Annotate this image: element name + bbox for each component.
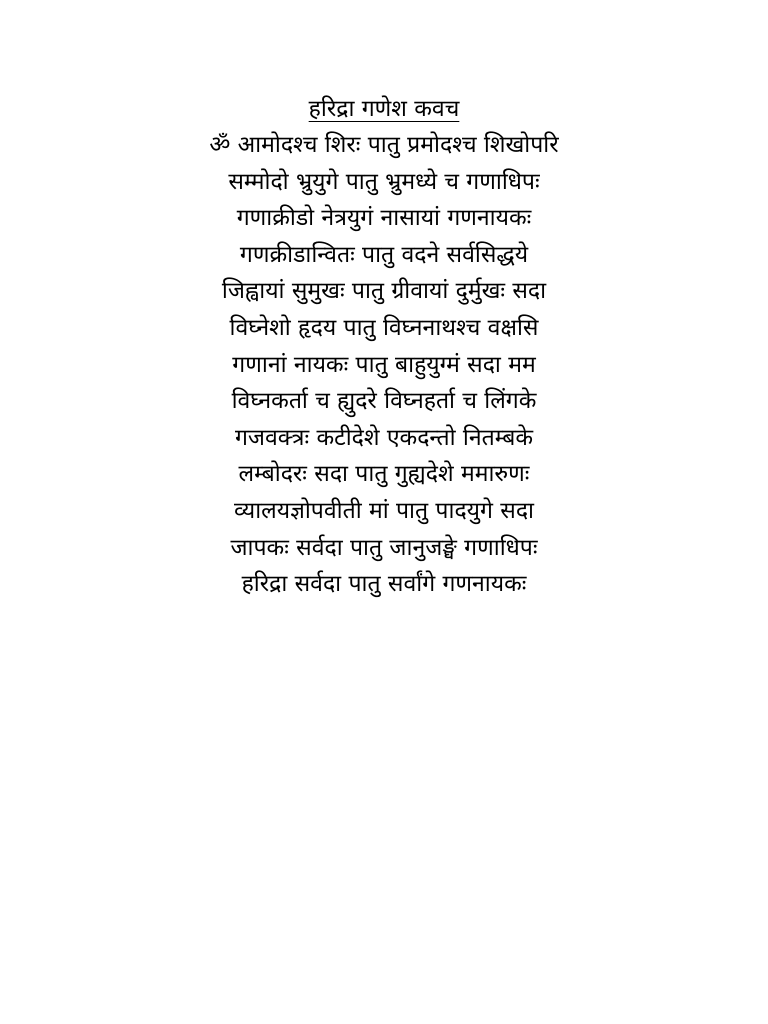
- verse-line-3: गणाक्रीडो नेत्रयुगं नासायां गणनायकः: [236, 205, 532, 232]
- verse-line-7: गणानां नायकः पातु बाहुयुग्मं सदा मम: [232, 351, 536, 378]
- verse-line-4: गणक्रीडान्वितः पातु वदने सर्वसिद्धये: [239, 241, 529, 268]
- verse-line-6: विघ्नेशो हृदय पातु विघ्ननाथश्च वक्षसि: [229, 314, 539, 341]
- verse-line-12: जापकः सर्वदा पातु जानुजङ्घे गणाधिपः: [230, 534, 538, 561]
- verse-line-9: गजवक्त्रः कटीदेशे एकदन्तो नितम्बके: [234, 424, 533, 451]
- verse-line-10: लम्बोदरः सदा पातु गुह्यदेशे ममारुणः: [238, 461, 530, 488]
- verse-line-1: ॐ आमोदश्च शिरः पातु प्रमोदश्च शिखोपरि: [209, 132, 559, 158]
- verse-list: [0, 127, 768, 603]
- document-title-block: [0, 92, 768, 126]
- verse-line-2: सम्मोदो भ्रुयुगे पातु भ्रुमध्ये च गणाधिपः: [228, 168, 540, 195]
- document-title: हरिद्रा गणेश कवच: [308, 96, 460, 122]
- verse-line-8: विघ्नकर्ता च ह्युदरे विघ्नहर्ता च लिंगके: [231, 388, 537, 415]
- verse-line-5: जिह्वायां सुमुखः पातु ग्रीवायां दुर्मुखः सदा: [221, 278, 547, 305]
- verse-line-11: व्यालयज्ञोपवीती मां पातु पादयुगे सदा: [233, 497, 534, 524]
- verse-line-13: हरिद्रा सर्वदा पातु सर्वांगे गणनायकः: [241, 571, 527, 598]
